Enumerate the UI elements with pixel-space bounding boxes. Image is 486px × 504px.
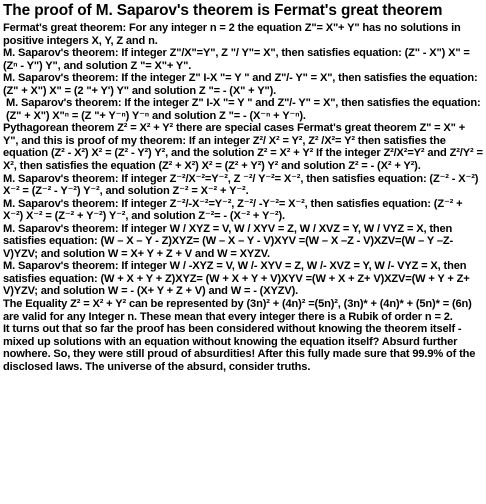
document-title: The proof of M. Saparov's theorem is Fermat's great theorem [3, 2, 443, 19]
paragraph-fermat-theorem: Fermat's great theorem: For any integer n = 2 the equation Z"= X"+ Y" has no solutions in positive integers X, Y, Z and n. [3, 22, 461, 47]
paragraph-equality-rubik: The Equality Z² = X² + Y² can be represented by (3n)² + (4n)² =(5n)², (3n)* + (4n)* + (5n)* = (6n) are valid for any Integer n. These mean that every integer there is a Rubik of order n = 2. [3, 298, 472, 323]
paragraph-conclusion: It turns out that so far the proof has been considered without knowing the theorem itself - mixed up solutions with an equation without knowing the equation itself? Absurd further nowhere. So, they were still proud of absurdities! After this fully made sure that 99.9% of the disclosed laws. The universe of the absurd, consider truths. [3, 323, 476, 373]
paragraph-saparov-theorem-1: M. Saparov's theorem: If integer Z"/X"=Y", Z "/ Y"= X", then satisfies equation: (Z" - X") X" = (Zⁿ - Y") Y", and solution Z "= X"+ Y". [3, 47, 470, 72]
paragraph-pythagorean-theorem: Pythagorean theorem Z² = X² + Y² there are special cases Fermat's great theorem Z" = X" + Y", and this is proof of my theorem: If an integer Z²/ X² = Y², Z² /X²= Y² then satisfies the equation (Z² - X²) X² = (Z² - Y²) Y², and the solution Z² = X² + Y² If the integer Z²/X²=Y² and Z²/Y² = X², then satisfies the equation (Z² + X²) X² = (Z² + Y²) Y² and solution Z² = - (X² + Y²). [3, 122, 483, 173]
paragraph-saparov-theorem-7: M. Saparov's theorem: If integer W / -XYZ = V, W /- XYV = Z, W /- XVZ = Y, W /- VYZ = X, then satisfies equation: (W + X + Y + Z)XYZ= (W + X + Y + V)XYV =(W + X + Z+ V)XZV=(W + Y + Z+ V)YZV; and solution W = - (X+ Y + Z + V) and W = - (XYZV). [3, 260, 470, 298]
document-body [3, 22, 483, 373]
paragraph-saparov-theorem-6: M. Saparov's theorem: If integer W / XYZ = V, W / XYV = Z, W / XVZ = Y, W / VYZ = X, then satisfies equation: (W – X – Y - Z)XYZ= (W – X – Y - V)XYV =(W – X –Z - V)XZV=(W – Y –Z- V)YZV; and solution W = X+ Y + Z + V and W = XYZV. [3, 222, 454, 260]
paragraph-saparov-theorem-4: M. Saparov's theorem: If integer Z⁻²/X⁻²=Y⁻², Z ⁻²/ Y⁻²= X⁻², then satisfies equation: (Z⁻² - X⁻²) X⁻² = (Z⁻² - Y⁻²) Y⁻², and solution Z⁻² = X⁻² + Y⁻². [3, 172, 479, 198]
paragraph-saparov-theorem-2: M. Saparov's theorem: If the integer Z" I-X "= Y " and Z"/- Y" = X", then satisfies the equation: (Z" + X") X" = (2 "+ Y') Y" and solution Z "= - (X" + Y"). [3, 72, 478, 97]
paragraph-saparov-theorem-3: M. Saparov's theorem: If the integer Z" I-X "= Y " and Z"/- Y" = X", then satisfies the equation: (Z" + X") X"ⁿ = (Z "+ Y⁻ⁿ) Y⁻ⁿ and solution Z "= - (X⁻ⁿ + Y⁻ⁿ). [6, 97, 481, 122]
paragraph-saparov-theorem-5: M. Saparov's theorem: If integer Z⁻²/-X⁻²=Y⁻², Z⁻²/ -Y⁻²= X⁻², then satisfies equation: (Z⁻² + X⁻²) X⁻² = (Z⁻² + Y⁻²) Y⁻², and solution Z⁻²= - (X⁻² + Y⁻²). [3, 197, 463, 223]
